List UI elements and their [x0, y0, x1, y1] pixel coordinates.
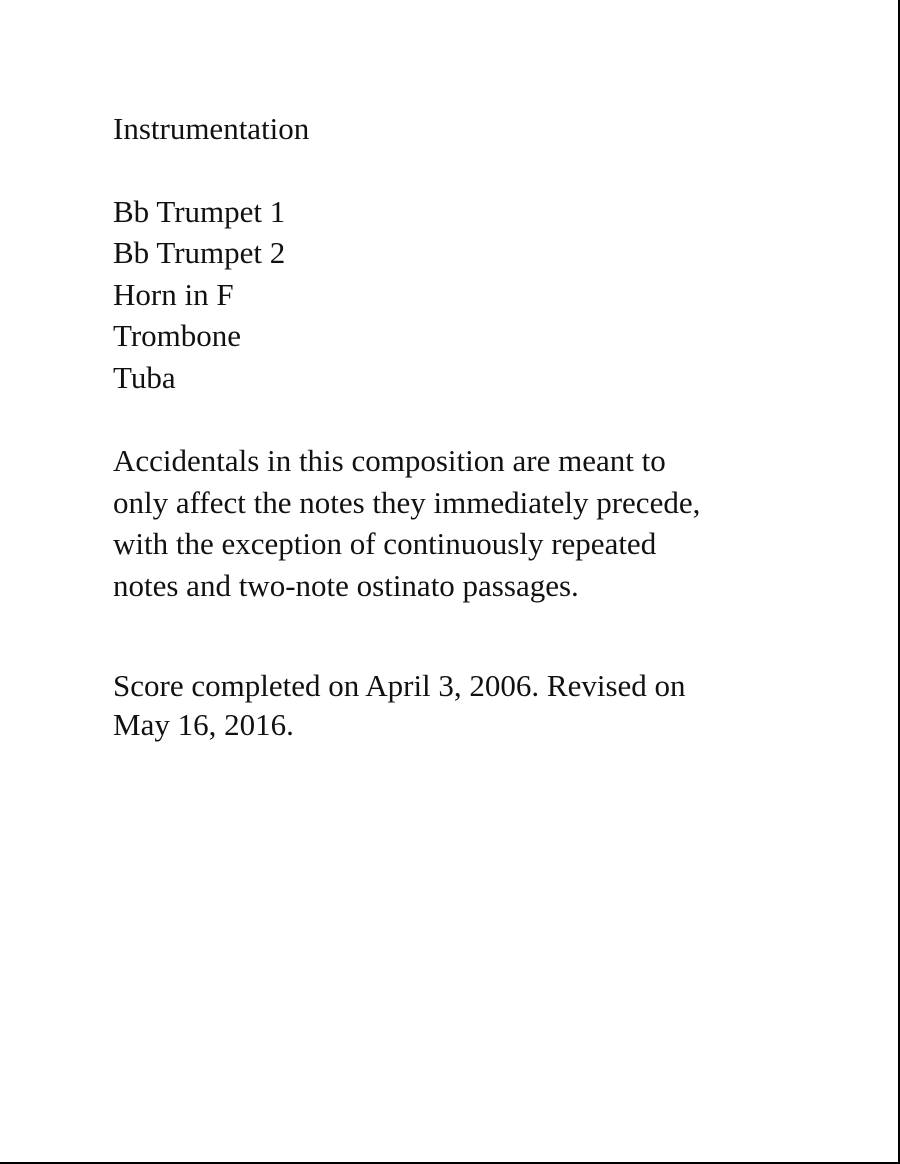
page-content [113, 108, 813, 744]
instrumentation-heading: Instrumentation [113, 111, 310, 146]
accidentals-note: Accidentals in this composition are meant to only affect the notes they immediately precede, with the exception of continuously repeated notes and two-note ostinato passages. [113, 443, 701, 603]
instrument-item: Trombone [113, 318, 242, 353]
instrument-item: Bb Trumpet 1 [113, 193, 286, 229]
instrument-item: Horn in F [113, 276, 234, 312]
instrument-item: Tuba [113, 359, 176, 395]
score-completion-note: Score completed on April 3, 2006. Revised on May 16, 2016. [113, 668, 686, 742]
instrument-list [113, 191, 813, 399]
instrument-item: Bb Trumpet 2 [113, 235, 286, 270]
